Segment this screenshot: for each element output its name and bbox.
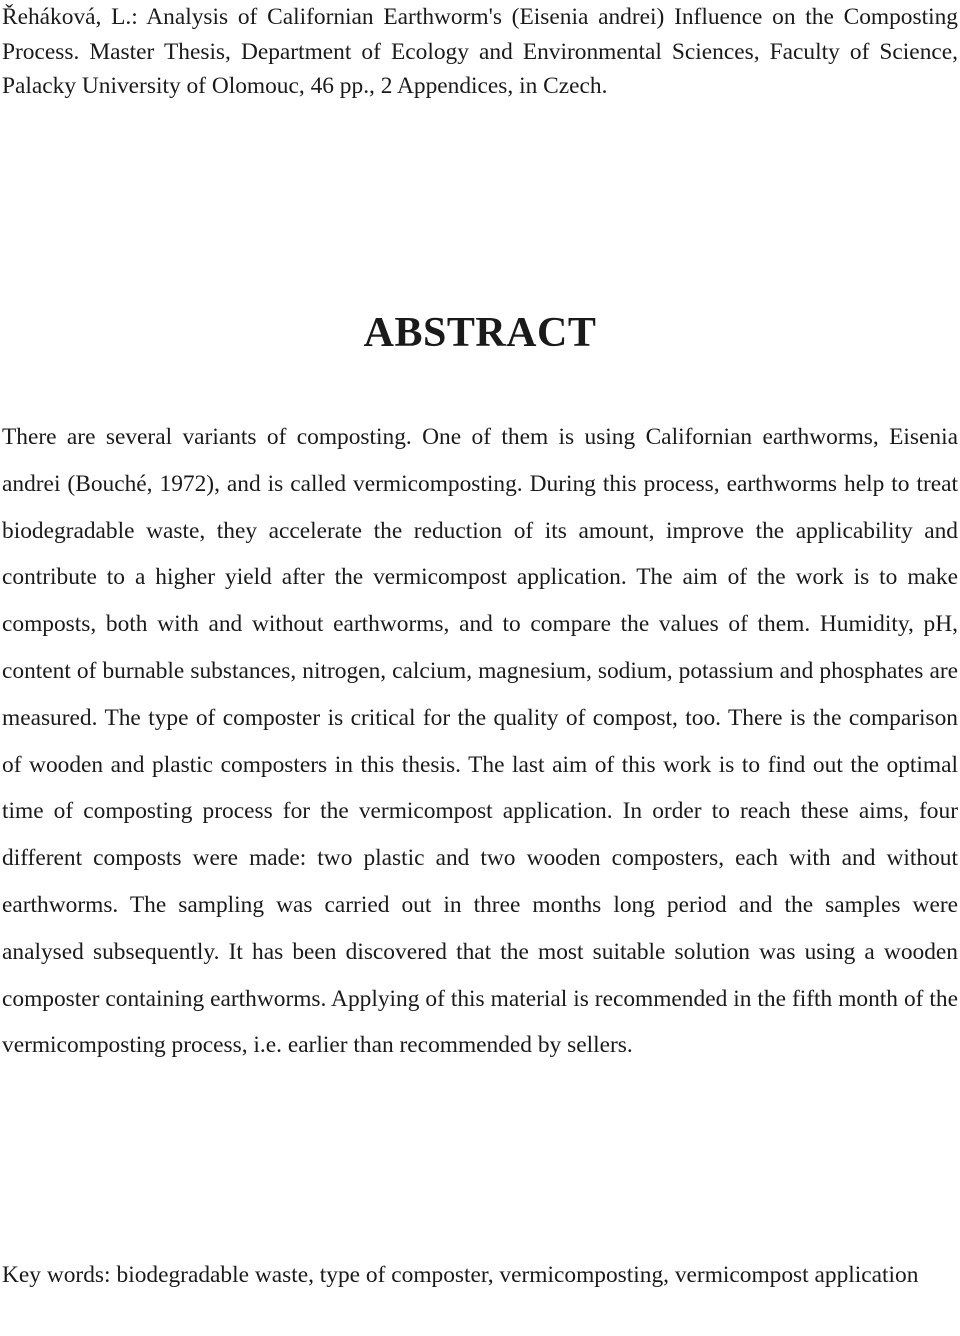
abstract-body: There are several variants of composting. One of them is using Californian earthworms, Eisenia andrei (Bouché, 1972), and is called vermicomposting. During this process, earthworms help to treat biodegradable waste, they accelerate the reduction of its amount, improve the applicability and contribute to a higher yield after the vermicompost application. The aim of the work is to make composts, both with and without earthworms, and to compare the values of them. Humidity, pH, content of burnable substances, nitrogen, calcium, magnesium, sodium, potassium and phosphates are measured. The type of composter is critical for the quality of compost, too. There is the comparison of wooden and plastic composters in this thesis. The last aim of this work is to find out the optimal time of composting process for the vermicompost application. In order to reach these aims, four different composts were made: two plastic and two wooden composters, each with and without earthworms. The sampling was carried out in three months long period and the samples were analysed subsequently. It has been discovered that the most suitable solution was using a wooden composter containing earthworms. Applying of this material is recommended in the fifth month of the vermicomposting process, i.e. earlier than recommended by sellers. [2, 424, 958, 1059]
keywords-values: biodegradable waste, type of composter, vermicomposting, vermicompost application [116, 1262, 919, 1288]
thesis-citation: Řeháková, L.: Analysis of Californian Earthworm's (Eisenia andrei) Influence on the Composting Process. Master Thesis, Department of Ecology and Environmental Sciences, Faculty of Science, Palacky University of Olomouc, 46 pp., 2 Appendices, in Czech. [2, 4, 958, 99]
keywords-line [2, 1252, 958, 1299]
abstract-heading: ABSTRACT [363, 310, 597, 356]
keywords-label: Key words: [2, 1262, 111, 1288]
